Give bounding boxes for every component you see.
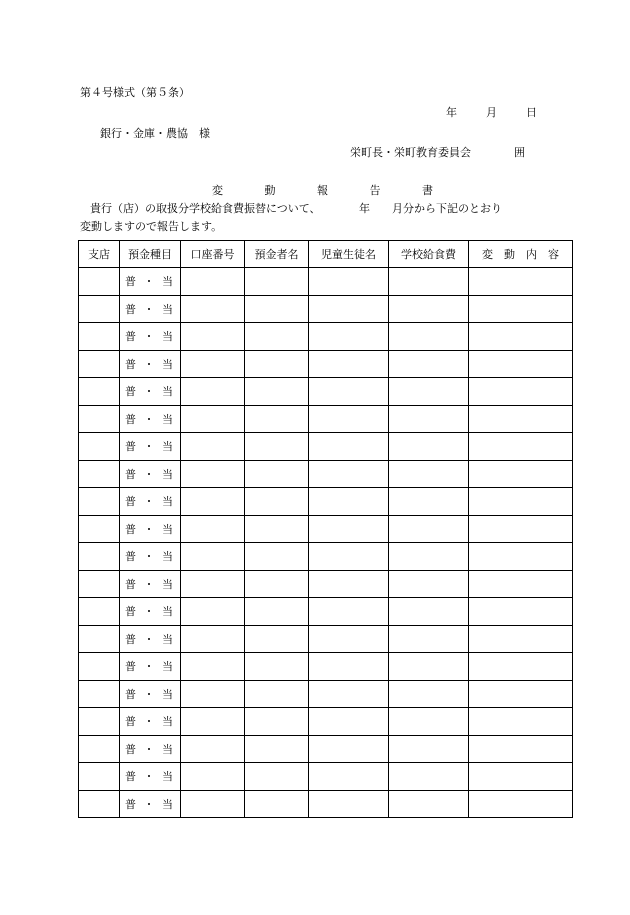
depositor-name-cell [245,515,309,543]
column-header-change-details: 変 動 内 容 [469,241,573,268]
branch-cell [79,543,120,571]
change-details-cell [469,378,573,406]
seal-mark: 囲 [514,146,525,159]
deposit-type-cell: 普 ・ 当 [120,295,181,323]
change-details-cell [469,488,573,516]
depositor-name-cell [245,790,309,818]
change-details-cell [469,405,573,433]
table-row [79,323,573,351]
deposit-type-cell: 普 ・ 当 [120,515,181,543]
account-number-cell [181,790,245,818]
deposit-type-cell: 普 ・ 当 [120,763,181,791]
deposit-type-cell: 普 ・ 当 [120,488,181,516]
deposit-type-cell: 普 ・ 当 [120,790,181,818]
deposit-type-cell: 普 ・ 当 [120,598,181,626]
depositor-name-cell [245,735,309,763]
deposit-type-cell: 普 ・ 当 [120,735,181,763]
account-number-cell [181,570,245,598]
depositor-name-cell [245,268,309,296]
deposit-type-cell: 普 ・ 当 [120,405,181,433]
branch-cell [79,570,120,598]
change-details-cell [469,708,573,736]
student-name-cell [309,268,389,296]
change-details-cell [469,433,573,461]
depositor-name-cell [245,708,309,736]
account-number-cell [181,735,245,763]
school-lunch-fee-cell [389,488,469,516]
table-row [79,405,573,433]
branch-cell [79,433,120,461]
deposit-type-cell: 普 ・ 当 [120,570,181,598]
column-header-account-number: 口座番号 [181,241,245,268]
deposit-type-cell: 普 ・ 当 [120,323,181,351]
deposit-type-cell: 普 ・ 当 [120,460,181,488]
account-number-cell [181,295,245,323]
depositor-name-cell [245,323,309,351]
student-name-cell [309,570,389,598]
depositor-name-cell [245,295,309,323]
title-char: 動 [264,184,276,197]
school-lunch-fee-cell [389,460,469,488]
branch-cell [79,295,120,323]
column-header-student-name: 児童生徒名 [309,241,389,268]
table-row [79,433,573,461]
deposit-type-cell: 普 ・ 当 [120,680,181,708]
student-name-cell [309,708,389,736]
branch-cell [79,625,120,653]
depositor-name-cell [245,378,309,406]
sender: 栄町長・栄町教育委員会 [350,146,471,159]
depositor-name-cell [245,350,309,378]
date-line [446,104,537,120]
title-char: 変 [212,184,223,197]
change-details-cell [469,543,573,571]
deposit-type-cell: 普 ・ 当 [120,350,181,378]
document-title [212,182,433,198]
school-lunch-fee-cell [389,790,469,818]
depositor-name-cell [245,570,309,598]
school-lunch-fee-cell [389,625,469,653]
date-year-label: 年 [446,106,457,119]
depositor-name-cell [245,460,309,488]
student-name-cell [309,790,389,818]
table-body [79,268,573,818]
table-row [79,598,573,626]
account-number-cell [181,488,245,516]
account-number-cell [181,378,245,406]
table-row [79,763,573,791]
change-details-cell [469,570,573,598]
change-details-cell [469,790,573,818]
form-number: 第４号様式（第５条） [80,86,190,99]
school-lunch-fee-cell [389,653,469,681]
table-row [79,653,573,681]
student-name-cell [309,653,389,681]
branch-cell [79,378,120,406]
branch-cell [79,488,120,516]
branch-cell [79,268,120,296]
change-details-cell [469,295,573,323]
branch-cell [79,680,120,708]
deposit-type-cell: 普 ・ 当 [120,708,181,736]
column-header-depositor-name: 預金者名 [245,241,309,268]
change-details-cell [469,653,573,681]
school-lunch-fee-cell [389,515,469,543]
student-name-cell [309,763,389,791]
title-char: 書 [422,184,433,197]
student-name-cell [309,515,389,543]
account-number-cell [181,323,245,351]
body-text-line2: 変動しますので報告します。 [80,220,223,233]
account-number-cell [181,543,245,571]
student-name-cell [309,680,389,708]
table-row [79,570,573,598]
student-name-cell [309,625,389,653]
school-lunch-fee-cell [389,763,469,791]
date-month-label: 月 [486,106,497,119]
depositor-name-cell [245,543,309,571]
student-name-cell [309,378,389,406]
school-lunch-fee-cell [389,708,469,736]
table-row [79,708,573,736]
change-details-cell [469,680,573,708]
branch-cell [79,515,120,543]
branch-cell [79,653,120,681]
branch-cell [79,350,120,378]
column-header-deposit-type: 預金種目 [120,241,181,268]
branch-cell [79,790,120,818]
branch-cell [79,598,120,626]
student-name-cell [309,295,389,323]
account-number-cell [181,680,245,708]
account-number-cell [181,405,245,433]
account-number-cell [181,433,245,461]
school-lunch-fee-cell [389,268,469,296]
student-name-cell [309,598,389,626]
table-row [79,460,573,488]
branch-cell [79,763,120,791]
school-lunch-fee-cell [389,350,469,378]
title-char: 告 [369,184,381,197]
school-lunch-fee-cell [389,570,469,598]
table-row [79,680,573,708]
column-header-school-lunch-fee: 学校給食費 [389,241,469,268]
branch-cell [79,405,120,433]
change-details-cell [469,268,573,296]
account-number-cell [181,625,245,653]
depositor-name-cell [245,488,309,516]
depositor-name-cell [245,433,309,461]
school-lunch-fee-cell [389,378,469,406]
table-row [79,378,573,406]
body-text-line1: 貴行（店）の取扱分学校給食費振替について、 年 月分から下記のとおり [90,202,503,215]
table-row [79,515,573,543]
branch-cell [79,708,120,736]
deposit-type-cell: 普 ・ 当 [120,433,181,461]
branch-cell [79,323,120,351]
depositor-name-cell [245,405,309,433]
deposit-type-cell: 普 ・ 当 [120,543,181,571]
student-name-cell [309,350,389,378]
account-number-cell [181,460,245,488]
report-table [78,240,573,818]
account-number-cell [181,763,245,791]
branch-cell [79,460,120,488]
depositor-name-cell [245,680,309,708]
school-lunch-fee-cell [389,680,469,708]
table-row [79,488,573,516]
table-row [79,543,573,571]
student-name-cell [309,323,389,351]
change-details-cell [469,598,573,626]
school-lunch-fee-cell [389,735,469,763]
school-lunch-fee-cell [389,295,469,323]
deposit-type-cell: 普 ・ 当 [120,268,181,296]
school-lunch-fee-cell [389,323,469,351]
school-lunch-fee-cell [389,598,469,626]
student-name-cell [309,405,389,433]
school-lunch-fee-cell [389,405,469,433]
student-name-cell [309,433,389,461]
date-day-label: 日 [526,106,537,119]
table-row [79,268,573,296]
school-lunch-fee-cell [389,433,469,461]
table-row [79,790,573,818]
deposit-type-cell: 普 ・ 当 [120,625,181,653]
account-number-cell [181,268,245,296]
title-char: 報 [317,184,328,197]
student-name-cell [309,460,389,488]
account-number-cell [181,598,245,626]
depositor-name-cell [245,625,309,653]
table-row [79,735,573,763]
change-details-cell [469,515,573,543]
account-number-cell [181,350,245,378]
student-name-cell [309,488,389,516]
account-number-cell [181,515,245,543]
change-details-cell [469,460,573,488]
depositor-name-cell [245,763,309,791]
table-header-row [79,241,573,268]
table-row [79,625,573,653]
change-details-cell [469,763,573,791]
column-header-branch: 支店 [79,241,120,268]
deposit-type-cell: 普 ・ 当 [120,653,181,681]
change-details-cell [469,625,573,653]
change-details-cell [469,350,573,378]
student-name-cell [309,543,389,571]
table-row [79,295,573,323]
deposit-type-cell: 普 ・ 当 [120,378,181,406]
change-details-cell [469,735,573,763]
branch-cell [79,735,120,763]
school-lunch-fee-cell [389,543,469,571]
table-row [79,350,573,378]
account-number-cell [181,708,245,736]
student-name-cell [309,735,389,763]
addressee: 銀行・金庫・農協 様 [100,127,210,140]
depositor-name-cell [245,653,309,681]
depositor-name-cell [245,598,309,626]
change-details-cell [469,323,573,351]
account-number-cell [181,653,245,681]
